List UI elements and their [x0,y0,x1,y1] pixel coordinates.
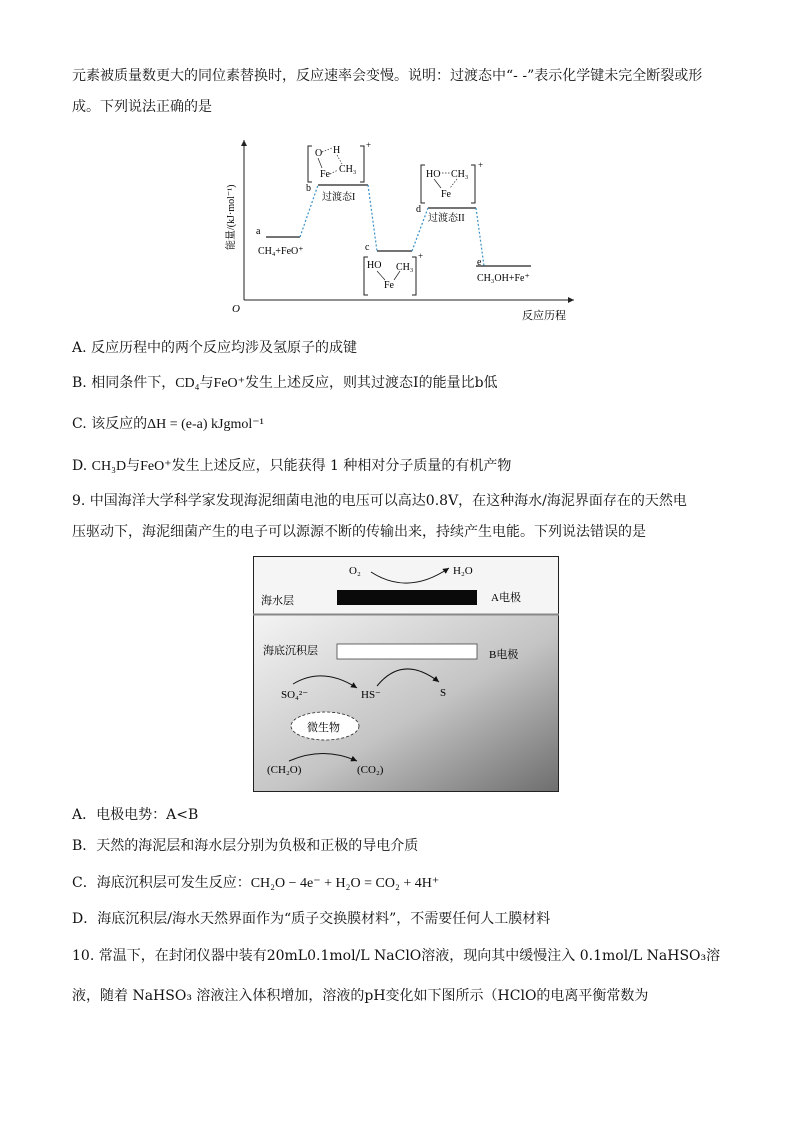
q9-option-b: B．天然的海泥层和海水层分别为负极和正极的导电介质 [72,838,419,854]
o2-label: O₂ [349,565,361,577]
svg-text:HO: HO [367,260,382,271]
x-axis-label: 反应历程 [522,310,566,322]
intro-line-1: 元素被质量数更大的同位素替换时，反应速率会变慢。说明：过渡态中“- -”表示化学键未完全断裂或形 [72,68,703,84]
svg-text:+: + [366,140,372,150]
seawater-label: 海水层 [261,595,294,607]
sediment-label: 海底沉积层 [263,645,318,657]
point-e-label: e [477,257,482,268]
so4-label: SO₄²⁻ [281,689,309,701]
svg-text:Fe: Fe [320,169,330,180]
q8-option-a: A. 反应历程中的两个反应均涉及氢原子的成键 [72,340,358,356]
q8-option-b: B. 相同条件下，CD₄与FeO⁺发生上述反应，则其过渡态Ⅰ的能量比b低 [72,375,498,391]
q9-option-a: A．电极电势：A<B [72,807,199,823]
svg-text:CH₃: CH₃ [451,169,469,180]
svg-text:CH₃: CH₃ [339,164,357,175]
electrode-a [337,590,477,605]
point-e-species: CH₃OH+Fe⁺ [477,273,530,284]
q8-option-c: C. 该反应的ΔH = (e-a) kJgmol⁻¹ [72,416,264,432]
ch2o-label: (CH₂O) [267,764,302,776]
svg-text:H: H [333,145,341,156]
hs-label: HS⁻ [361,689,381,701]
co2-label: (CO₂) [357,764,384,776]
intermediate-c [364,251,423,295]
s-label: S [440,687,447,699]
intro-line-2: 成。下列说法正确的是 [72,99,212,115]
q9-option-c: C．海底沉积层可发生反应：CH₂O − 4e⁻ + H₂O = CO₂ + 4H⁺ [72,875,440,891]
origin-label: O [232,303,240,315]
q9-stem-line-2: 压驱动下，海泥细菌产生的电子可以源源不断的传输出来，持续产生电能。下列说法错误的是 [72,524,646,540]
point-d-label: d [416,204,421,215]
point-c-label: c [365,242,370,253]
transition-state-1 [308,140,371,182]
svg-text:CH₃: CH₃ [396,262,414,273]
svg-text:Fe: Fe [384,280,394,291]
ts2-label: 过渡态II [428,213,465,224]
point-a-species: CH₄+FeO⁺ [258,246,304,257]
electrode-a-label: A电极 [491,592,521,604]
h2o-label: H₂O [453,565,473,577]
sea-mud-battery-diagram [253,556,559,792]
seawater-layer [254,557,559,615]
point-a-label: a [256,226,261,237]
q10-stem-line-2: 液，随着 NaHSO₃ 溶液注入体积增加，溶液的pH变化如下图所示（HClO的电离平衡常数为 [72,988,649,1004]
svg-text:O: O [315,148,323,159]
energy-profile-diagram [222,130,582,330]
electrode-b-label: B电极 [489,649,519,661]
svg-text:+: + [478,160,484,170]
q9-stem-line-1: 9. 中国海洋大学科学家发现海泥细菌电池的电压可以高达0.8V，在这种海水/海泥界面存在的天然电 [72,493,687,509]
svg-text:+: + [418,251,424,261]
transition-state-2 [421,160,483,203]
ts1-label: 过渡态I [322,192,356,203]
electrode-b [337,644,477,659]
q8-option-d: D. CH₃D与FeO⁺发生上述反应，只能获得 1 种相对分子质量的有机产物 [72,458,512,474]
svg-text:Fe: Fe [441,189,451,200]
microbe-label: 微生物 [307,722,340,734]
q10-stem-line-1: 10. 常温下，在封闭仪器中装有20mL0.1mol/L NaClO溶液，现向其中缓慢注入 0.1mol/L NaHSO₃溶 [72,948,721,964]
point-b-label: b [306,183,311,194]
y-axis-label: 能量/(kJ·mol⁻¹) [226,184,237,250]
q9-option-d: D．海底沉积层/海水天然界面作为“质子交换膜材料”，不需要任何人工膜材料 [72,911,551,927]
svg-text:HO: HO [426,169,441,180]
